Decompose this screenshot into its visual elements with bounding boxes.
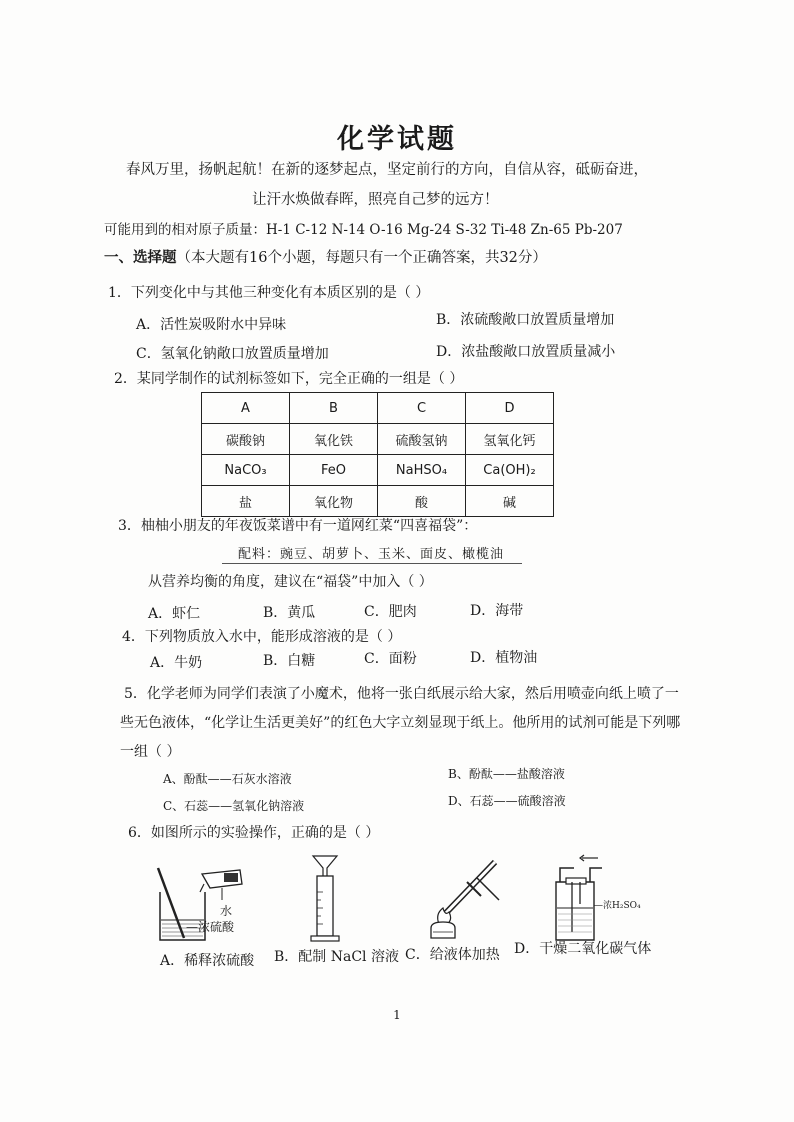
question-1-option-d[interactable]: D．浓盐酸敞口放置质量减小	[436, 344, 616, 360]
question-1-stem: 1．下列变化中与其他三种变化有本质区别的是（ ）	[108, 285, 430, 301]
class-cell: 盐	[202, 486, 290, 517]
question-4-option-a[interactable]: A．牛奶	[150, 655, 203, 671]
header-cell: A	[202, 393, 290, 424]
question-6-stem: 6．如图所示的实验操作，正确的是（ ）	[128, 825, 380, 841]
question-5-line-1: 5．化学老师为同学们表演了小魔术，他将一张白纸展示给大家，然后用喷壶向纸上喷了一	[124, 686, 679, 702]
question-3-follow: 从营养均衡的角度，建议在“福袋”中加入（ ）	[148, 574, 433, 590]
atomic-masses: 可能用到的相对原子质量：H-1 C-12 N-14 O-16 Mg-24 S-32 Ti-48 Zn-65 Pb-207	[104, 222, 623, 238]
question-3-option-a[interactable]: A．虾仁	[148, 606, 201, 622]
formula-cell: Ca(OH)₂	[466, 455, 554, 486]
header-cell: D	[466, 393, 554, 424]
graduated-cylinder-illustration	[305, 852, 345, 944]
page-title: 化学试题	[337, 124, 457, 155]
question-2-stem: 2．某同学制作的试剂标签如下，完全正确的一组是（ ）	[114, 371, 464, 387]
question-6-option-b[interactable]: B．配制 NaCl 溶液	[274, 949, 399, 965]
question-5-option-d[interactable]: D、石蕊——硫酸溶液	[448, 794, 566, 808]
header-cell: C	[378, 393, 466, 424]
question-4-option-c[interactable]: C．面粉	[364, 651, 417, 667]
class-cell: 碱	[466, 486, 554, 517]
question-6-option-c[interactable]: C．给液体加热	[405, 947, 500, 963]
name-cell: 氢氧化钙	[466, 424, 554, 455]
section-note: （本大题有16个小题，每题只有一个正确答案，共32分）	[176, 250, 547, 266]
question-1-option-a[interactable]: A．活性炭吸附水中异味	[136, 317, 287, 333]
name-cell: 碳酸钠	[202, 424, 290, 455]
question-5-option-a[interactable]: A、酚酞——石灰水溶液	[163, 772, 292, 786]
question-5-line-3: 一组（ ）	[120, 744, 181, 760]
formula-cell: NaHSO₄	[378, 455, 466, 486]
label-h2so4-text: 浓H₂SO₄	[603, 901, 641, 911]
class-cell: 氧化物	[290, 486, 378, 517]
reagent-label-table	[201, 392, 554, 517]
question-4-option-d[interactable]: D．植物油	[470, 650, 538, 666]
question-4-option-b[interactable]: B．白糖	[263, 653, 316, 669]
page-number: 1	[393, 1008, 401, 1022]
recipe-underline	[222, 563, 522, 564]
table-row	[202, 455, 554, 486]
table-row	[202, 393, 554, 424]
question-1-option-c[interactable]: C．氢氧化钠敞口放置质量增加	[136, 346, 329, 362]
question-1-option-b[interactable]: B．浓硫酸敞口放置质量增加	[436, 312, 615, 328]
question-3-stem: 3．柚柚小朋友的年夜饭菜谱中有一道网红菜“四喜福袋”：	[118, 518, 478, 534]
question-6-option-a[interactable]: A．稀释浓硫酸	[160, 953, 255, 969]
question-5-option-b[interactable]: B、酚酞——盐酸溶液	[448, 767, 565, 781]
heating-liquid-illustration	[425, 852, 515, 944]
question-3-option-d[interactable]: D．海带	[470, 603, 524, 619]
question-5-option-c[interactable]: C、石蕊——氢氧化钠溶液	[163, 799, 305, 813]
formula-cell: NaCO₃	[202, 455, 290, 486]
label-h2so4: —浓H₂SO₄	[594, 901, 641, 911]
class-cell: 酸	[378, 486, 466, 517]
label-water: 水	[220, 904, 233, 918]
formula-cell: FeO	[290, 455, 378, 486]
section-title: 一、选择题	[104, 249, 177, 266]
question-4-stem: 4．下列物质放入水中，能形成溶液的是（ ）	[122, 629, 402, 645]
header-cell: B	[290, 393, 378, 424]
intro-line-2: 让汗水焕做春晖，照亮自己梦的远方！	[252, 192, 499, 208]
recipe-ingredients: 配料：豌豆、胡萝卜、玉米、面皮、橄榄油	[238, 547, 505, 562]
question-3-option-c[interactable]: C．肥肉	[364, 604, 417, 620]
name-cell: 氧化铁	[290, 424, 378, 455]
question-6-option-d[interactable]: D．干燥二氧化碳气体	[514, 941, 652, 957]
name-cell: 硫酸氢钠	[378, 424, 466, 455]
question-3-option-b[interactable]: B．黄瓜	[263, 605, 316, 621]
section-heading	[104, 246, 547, 267]
intro-line-1: 春风万里，扬帆起航！在新的逐梦起点，坚定前行的方向，自信从容，砥砺奋进，	[126, 162, 648, 178]
label-acid-text: 浓硫酸	[198, 920, 235, 934]
question-5-line-2: 些无色液体，“化学让生活更美好”的红色大字立刻显现于纸上。他所用的试剂可能是下列哪	[120, 715, 681, 731]
table-row	[202, 424, 554, 455]
table-row	[202, 486, 554, 517]
label-concentrated-acid: —浓硫酸	[186, 920, 235, 934]
